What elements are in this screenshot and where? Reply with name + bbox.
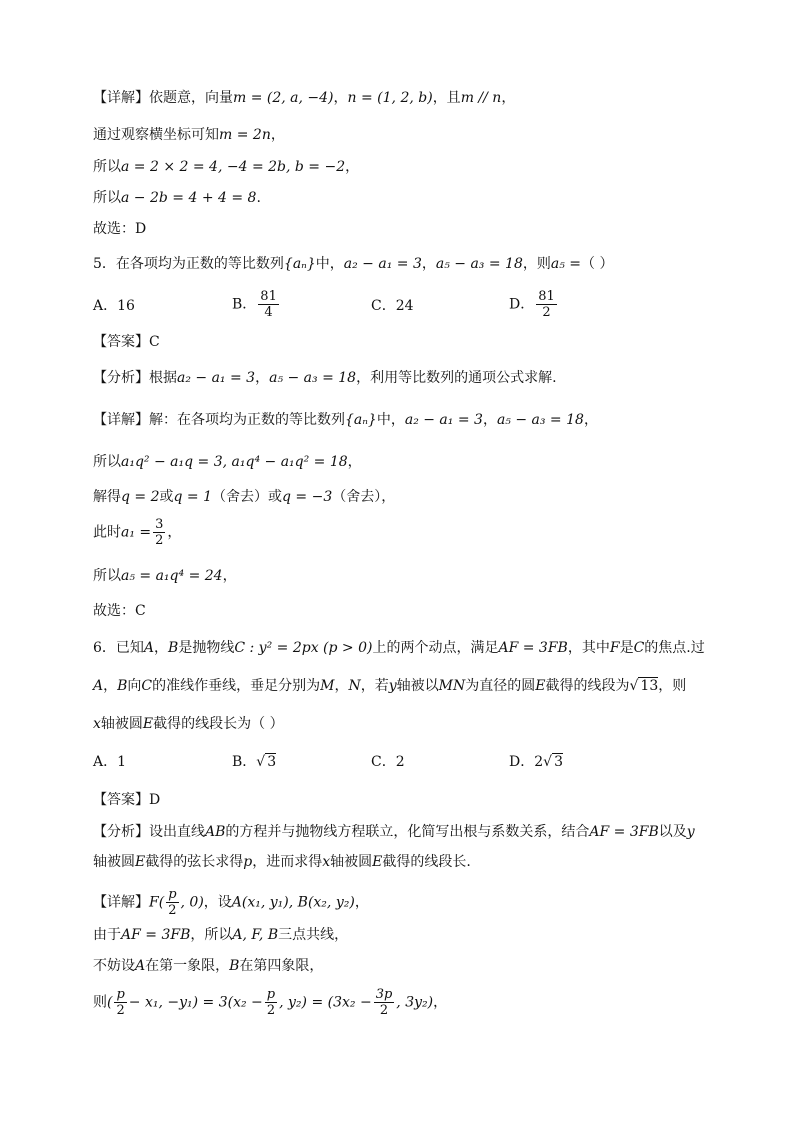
question-5-option-b: B． $\frac{81}{4}$ — [232, 289, 277, 320]
question-5-step-4: 所以a₅ = a₁q⁴ = 24， — [93, 568, 237, 584]
question-5-analysis: 【分析】根据a₂ − a₁ = 3，a₅ − a₃ = 18，利用等比数列的通项公式求解. — [93, 370, 557, 386]
question-5-option-d: D． $\frac{81}{2}$ — [509, 289, 555, 320]
question-6-step-2: 不妨设A在第一象限，B在第四象限， — [93, 958, 324, 974]
question-6-stem-line-1: 6．已知A，B是抛物线C : y² = 2px (p > 0)上的两个动点，满足AF = 3FB，其中F是C的焦点.过 — [93, 640, 705, 656]
question-5-step-2: 解得q = 2或q = 1（舍去）或q = −3（舍去）， — [93, 489, 396, 505]
question-6-analysis-line-1: 【分析】设出直线AB的方程并与抛物线方程联立，化简写出根与系数关系，结合AF = 3FB以及y — [93, 824, 695, 840]
question-6-option-c: C．2 — [371, 754, 405, 770]
question-6-option-b: B．√ 3 — [232, 754, 277, 770]
question-5-option-c: C．24 — [371, 298, 414, 314]
detail-line-choice: 故选：D — [93, 221, 147, 237]
detail-line-result: 所以a − 2b = 4 + 4 = 8. — [93, 190, 261, 206]
question-5-option-a: A．16 — [93, 298, 135, 314]
question-6-step-3: 则( $\frac{p}{2}$ − x₁, −y₁) = 3(x₂ − $\frac{p}{2}$ , y₂) = (3x₂ − $\frac{3p}{2}$ , 3y₂)， — [93, 987, 448, 1018]
question-6-option-a: A．1 — [93, 754, 127, 770]
question-5-choice: 故选：C — [93, 603, 146, 619]
question-5-step-3: 此时a₁ = $\frac{3}{2}$ ， — [93, 517, 182, 548]
detail-line-solve: 所以a = 2 × 2 = 4, −4 = 2b, b = −2， — [93, 159, 360, 175]
question-6-detail: 【详解】F( $\frac{p}{2}$ , 0)，设A(x₁, y₁), B(x₂, y₂)， — [93, 887, 369, 918]
question-5-stem: 5．在各项均为正数的等比数列{aₙ}中，a₂ − a₁ = 3，a₅ − a₃ = 18，则a₅ =（ ） — [93, 256, 614, 272]
detail-tag: 【详解】 — [93, 90, 149, 106]
question-6-step-1: 由于AF = 3FB，所以A, F, B三点共线， — [93, 927, 349, 943]
question-5-answer: 【答案】C — [93, 334, 160, 350]
question-6-answer: 【答案】D — [93, 792, 161, 808]
detail-line-vectors: 【详解】依题意，向量m = (2, a, −4)，n = (1, 2, b)，且m // n， — [93, 90, 516, 106]
detail-line-observe: 通过观察横坐标可知m = 2n， — [93, 127, 285, 143]
question-6-analysis-line-2: 轴被圆E截得的弦长求得p，进而求得x轴被圆E截得的线段长. — [93, 854, 471, 870]
question-6-option-d: D．2√ 3 — [509, 754, 563, 770]
question-5-step-1: 所以a₁q² − a₁q = 3, a₁q⁴ − a₁q² = 18， — [93, 454, 362, 470]
question-5-detail: 【详解】解：在各项均为正数的等比数列{aₙ}中，a₂ − a₁ = 3，a₅ − a₃ = 18， — [93, 412, 598, 428]
question-6-stem-line-3: x轴被圆E截得的线段长为（ ） — [93, 716, 284, 732]
question-6-stem-line-2: A，B向C的准线作垂线，垂足分别为M，N，若y轴被以MN为直径的圆E截得的线段为√ 13，则 — [93, 678, 687, 694]
